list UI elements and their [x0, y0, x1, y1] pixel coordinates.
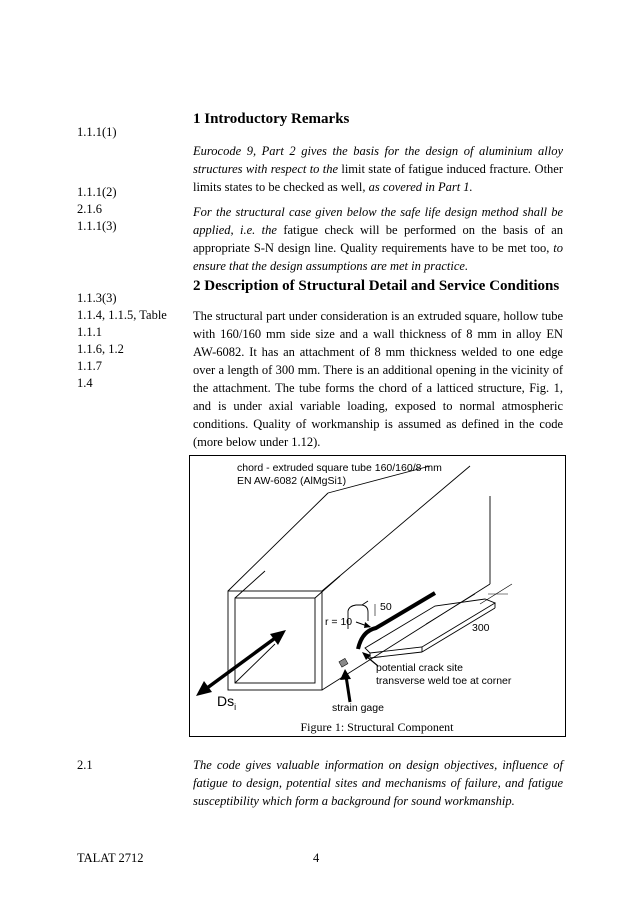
- weld-line: [358, 593, 435, 649]
- footer-doc-id: TALAT 2712: [77, 851, 144, 865]
- section-1-paragraph-1: [193, 142, 563, 196]
- figure-structural-component: [189, 455, 566, 737]
- figure-caption: Figure 1: Structural Component: [300, 720, 454, 734]
- label-ds: [217, 693, 236, 712]
- label-chord: chord - extruded square tube 160/160/8 mm: [237, 462, 442, 474]
- margin-ref: 1.1.1: [77, 325, 102, 339]
- text: fatigue check will be performed on the basis of an appropriate S-N design line. Quality requirements have to be met too,: [193, 223, 563, 255]
- label-weld-toe: transverse weld toe at corner: [376, 675, 512, 687]
- section-2-heading: 2 Description of Structural Detail and Service Conditions: [193, 278, 560, 294]
- text: Other limits states to be checked as well: [193, 162, 564, 194]
- margin-ref: 1.1.1(3): [77, 219, 117, 233]
- strain-gage-mark: [339, 658, 348, 667]
- margin-ref: 2.1: [77, 758, 93, 772]
- text-italic: , as covered in Part 1.: [362, 180, 473, 194]
- text-italic: to ensure that the design assumptions are met in practice.: [193, 241, 563, 273]
- section-2-paragraph: The structural part under consideration is an extruded square, hollow tube with 160/160 mm side size and a wall thickness of 8 mm in alloy EN AW-6082. It has an attachment of 8 mm thickness welded to one edge over a length of 300 mm. There is an additional opening in the vicinity of the attachment. The tube forms the chord of a latticed structure, Fig. 1, and is under axial variable loading, exposed to normal atmospheric conditions. Quality of workmanship is assumed as defined in the code (more below under 1.12).: [193, 309, 563, 449]
- margin-ref: 1.1.6, 1.2: [77, 342, 124, 356]
- text-italic: For the structural case given below the safe life design method shall be applied, i.e. the: [193, 205, 563, 237]
- section-1-paragraph-2: [193, 203, 563, 275]
- page-number: 4: [313, 851, 320, 865]
- label-ds-main: Ds: [217, 693, 235, 709]
- section-1-heading: 1 Introductory Remarks: [193, 111, 350, 127]
- label-crack-site: potential crack site: [376, 662, 463, 674]
- margin-ref: 1.1.1(1): [77, 125, 117, 139]
- label-ds-subscript: i: [234, 701, 237, 712]
- margin-ref: 1.1.3(3): [77, 291, 117, 305]
- margin-ref: 1.1.1(2): [77, 185, 117, 199]
- label-dim-50: 50: [380, 601, 392, 613]
- closing-paragraph: The code gives valuable information on design objectives, influence of fatigue to design, potential sites and mechanisms of failure, and fatigue susceptibility which form a background for sound workmanship.: [193, 758, 563, 808]
- label-dim-300: 300: [472, 622, 490, 634]
- label-radius: r = 10: [325, 616, 353, 628]
- text-italic: Eurocode 9, Part 2 gives the basis for the design of aluminium alloy structures with respect to the: [193, 144, 563, 176]
- text: limit state of fatigue induced fracture: [338, 162, 529, 176]
- margin-ref: 1.1.7: [77, 359, 102, 373]
- margin-ref: 1.1.4, 1.1.5, Table: [77, 308, 167, 322]
- margin-ref: 1.4: [77, 376, 93, 390]
- label-alloy: EN AW-6082 (AlMgSi1): [237, 475, 347, 487]
- label-strain-gage: strain gage: [332, 702, 384, 714]
- text-italic: .: [528, 162, 532, 176]
- tube-drawing: [190, 456, 564, 735]
- margin-ref: 2.1.6: [77, 202, 102, 216]
